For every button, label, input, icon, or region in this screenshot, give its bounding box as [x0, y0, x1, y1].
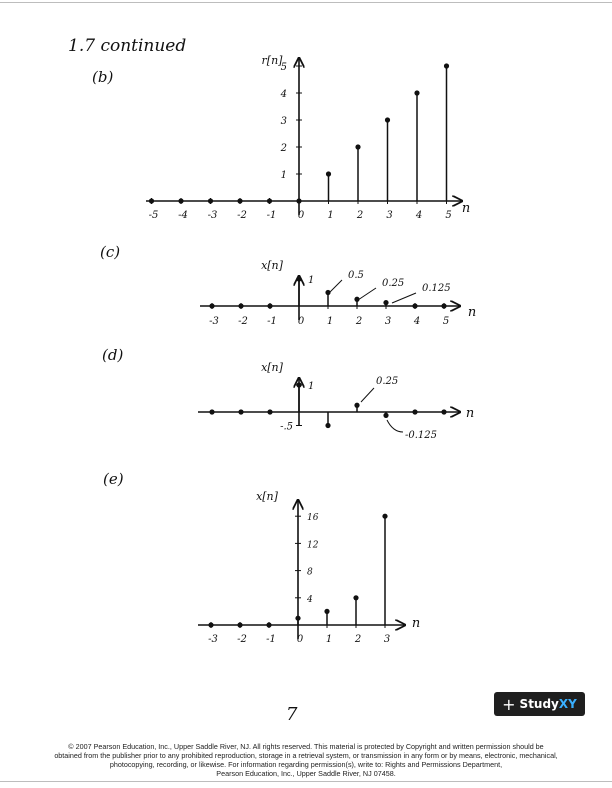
y-axis-label: x[n]	[261, 361, 283, 374]
stem-point	[385, 117, 390, 122]
x-tick-label: 1	[327, 210, 334, 221]
plot-label: (d)	[102, 346, 124, 364]
x-axis-label: n	[467, 305, 477, 320]
stem-point	[353, 595, 358, 600]
annotation-label: -0.125	[405, 430, 438, 441]
x-tick-label: 1	[326, 316, 334, 327]
x-tick-label: 3	[386, 210, 393, 221]
stem-point	[238, 409, 243, 414]
page-number: 7	[286, 704, 298, 725]
stem-plot-1	[92, 54, 470, 221]
stem-plot-2	[100, 243, 476, 327]
stem-point	[444, 63, 449, 68]
x-tick-label: 1	[325, 634, 333, 645]
x-tick-label: -3	[209, 316, 219, 327]
stem-point	[414, 90, 419, 95]
y-tick-label: 16	[307, 513, 319, 524]
studyxy-badge	[494, 692, 585, 716]
stem-plot-4	[103, 470, 420, 645]
footer-line: obtained from the publisher prior to any prohibited reproduction, storage in a retrieval system, or transmission in any form or by means, electronic, mechanical,	[54, 751, 558, 760]
stem-point	[383, 413, 388, 418]
stem-point	[267, 409, 272, 414]
plot-label: (c)	[100, 243, 121, 261]
annotation-leader	[361, 388, 374, 402]
y-tick-label: 5	[280, 62, 287, 73]
y-tick-label: 1	[280, 170, 287, 181]
y-tick-label: -.5	[280, 421, 293, 433]
y-tick-label: 12	[307, 540, 319, 551]
annotation-label: 0.125	[422, 283, 451, 294]
stem-point	[382, 514, 387, 519]
stem-point	[209, 409, 214, 414]
annotation-label: 0.25	[382, 278, 405, 289]
x-tick-label: -3	[208, 634, 218, 645]
x-tick-label: 0	[297, 210, 305, 221]
y-axis-label: r[n]	[261, 54, 283, 67]
x-tick-label: -2	[237, 210, 247, 221]
stem-point	[325, 423, 330, 428]
plot-label: (e)	[103, 470, 124, 488]
annotation-label: 0.25	[376, 376, 399, 387]
footer-line: Pearson Education, Inc., Upper Saddle River, NJ 07458.	[216, 769, 396, 778]
x-tick-label: -1	[266, 210, 277, 221]
stem-plot-3	[102, 346, 474, 441]
x-tick-label: 2	[354, 634, 362, 645]
y-axis-label: x[n]	[261, 259, 283, 272]
plot-label: (b)	[92, 68, 114, 86]
stem-point	[325, 290, 330, 295]
annotation-leader	[387, 420, 403, 432]
y-tick-label: 1	[308, 381, 315, 392]
x-tick-label: -1	[266, 634, 276, 645]
y-tick-label: 4	[280, 89, 287, 100]
plus-icon: +	[502, 694, 516, 714]
y-tick-label: 8	[307, 567, 313, 578]
copyright-footer	[14, 742, 598, 778]
x-tick-label: -2	[237, 634, 247, 645]
x-tick-label: 5	[442, 316, 450, 327]
annotation-leader	[358, 288, 376, 300]
x-tick-label: 3	[383, 634, 391, 645]
x-axis-label: n	[411, 616, 421, 631]
annotation-label: 0.5	[348, 270, 364, 281]
x-tick-label: 0	[296, 634, 304, 645]
stem-point	[354, 403, 359, 408]
x-tick-label: -4	[178, 210, 188, 221]
x-tick-label: 4	[413, 316, 421, 327]
badge-prefix: Study	[519, 697, 559, 711]
x-axis-label: n	[461, 201, 471, 216]
x-tick-label: -3	[207, 210, 218, 221]
annotation-leader	[392, 293, 416, 303]
x-tick-label: 3	[384, 316, 392, 327]
x-tick-label: 5	[445, 210, 452, 221]
stem-point	[355, 144, 360, 149]
y-tick-label: 1	[308, 275, 315, 286]
x-axis-label: n	[465, 406, 475, 421]
stem-point	[412, 409, 417, 414]
footer-line: photocopying, recording, or likewise. For information regarding permission(s), write to: Rights and Permissions Department,	[109, 760, 503, 769]
stem-point	[441, 409, 446, 414]
y-tick-label: 3	[280, 116, 287, 127]
y-axis-label: x[n]	[256, 490, 278, 503]
badge-suffix: XY	[558, 697, 577, 711]
y-tick-label: 2	[280, 143, 287, 154]
footer-line: © 2007 Pearson Education, Inc., Upper Saddle River, NJ. All rights reserved. This material is protected by Copyright and written permission should be	[68, 742, 544, 751]
stem-point	[326, 171, 331, 176]
page-title: 1.7 continued	[68, 36, 187, 56]
x-tick-label: -2	[238, 316, 248, 327]
x-tick-label: -5	[148, 210, 159, 221]
x-tick-label: 2	[355, 316, 363, 327]
annotation-leader	[330, 280, 342, 292]
x-tick-label: 2	[356, 210, 364, 221]
x-tick-label: 4	[415, 210, 423, 221]
x-tick-label: -1	[267, 316, 277, 327]
x-tick-label: 0	[297, 316, 305, 327]
y-tick-label: 4	[307, 594, 313, 605]
stem-point	[324, 609, 329, 614]
stem-point	[295, 616, 300, 621]
scan-edge-bottom	[0, 781, 612, 782]
